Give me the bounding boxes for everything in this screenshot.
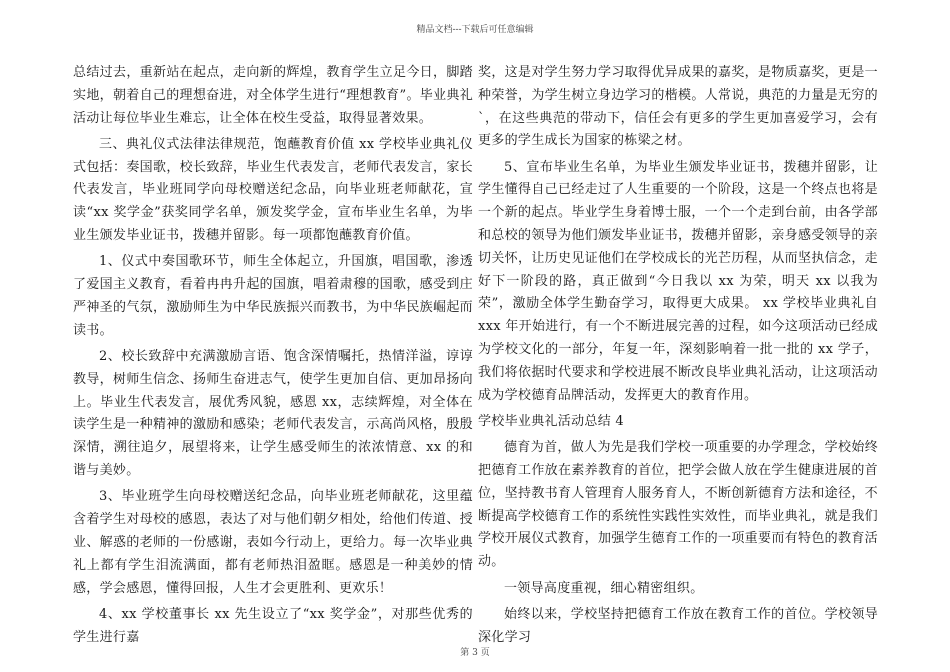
paragraph: 3、毕业班学生向母校赠送纪念品，向毕业班老师献花，这里蕴含着学生对母校的感恩，表达了对与他们朝夕相处，给他们传道、授业、解惑的老师的一份感谢，表如今行动上，更给力。每一次毕业典礼上都有学生泪流满面，都有老师热泪盈眶。感恩是一种美妙的情感，学会感恩，懂得回报，人生才会更胜利、更欢乐！ xyxy=(73,489,473,596)
paragraph: 1、仪式中奏国歌环节，师生全体起立，升国旗，唱国歌，渗透了爱国主义教育，看着冉冉升起的国旗，唱着肃穆的国歌，感受到庄严神圣的气氛，激励师生为中华民族振兴而教书，为中华民族崛起而读书。 xyxy=(73,254,473,338)
paragraph: 奖，这是对学生努力学习取得优异成果的嘉奖，是物质嘉奖，更是一种荣誉，为学生树立身边学习的楷模。人常说，典范的力量是无穷的`，在这些典范的带动下，信任会有更多的学生更加喜爱学习，会有更多的学生成长为国家的栋梁之材。 xyxy=(478,65,878,149)
paragraph: 5、宣布毕业生名单，为毕业生颁发毕业证书，拨穗并留影，让学生懂得自己已经走过了人生重要的一个阶段，这是一个终点也将是一个新的起点。毕业学生身着博士服，一个一个走到台前，由各学部和总校的领导为他们颁发毕业证书，拨穗并留影，亲身感受领导的亲切关怀，让历史见证他们在学校成长的光芒历程，从而坚执信念，走好下一阶段的路，真正做到“今日我以 xx 为荣，明天 xx 以我为荣”，激励全体学生勤奋学习，取得更大成果。 xx 学校毕业典礼自 xxx 年开始进行，有一个不断进展完善的过程，如今这项活动已经成为学校文化的一部分，年复一年，深刻影响着一批一批的 xx 学子，我们将依据时代要求和学校进展不断改良毕业典礼活动，让这项活动成为学校德育品牌活动，发挥更大的教育作用。 xyxy=(478,159,878,403)
paragraph: 德育为首，做人为先是我们学校一项重要的办学理念，学校始终把德育工作放在素养教育的首位，把学会做人放在学生健康进展的首位，坚持教书育人管理育人服务育人，不断创新德育方法和途径，不断提高学校德育工作的系统性实践性实效性，而毕业典礼，就是我们学校开展仪式教育，加强学生德育工作的一项重要而有特色的教育活动。 xyxy=(478,440,878,570)
left-column xyxy=(73,62,473,653)
page-header: 精品文档---下载后可任意编辑 xyxy=(416,25,534,35)
page-number: 第 3 页 xyxy=(460,648,490,658)
paragraph: 2、校长致辞中充满激励言语、饱含深情嘱托，热情洋溢，谆谆教导，树师生信念、扬师生奋进志气，使学生更加自信、更加昂扬向上。毕业生代表发言，展优秀风貌，感恩 xx，志续辉煌，对全体在读学生是一种精神的激励和感染；老师代表发言，示高尚风格，殷殷深情，溯往追夕，展望将来，让学生感受师生的浓浓情意、xx 的和谐与美妙。 xyxy=(73,349,473,479)
paragraph: 三、典礼仪式法律法律规范，饱蘸教育价值 xx 学校毕业典礼仪式包括：奏国歌，校长致辞，毕业生代表发言，老师代表发言，家长代表发言，毕业班同学向母校赠送纪念品，向毕业班老师献花，宣读“xx 奖学金”获奖同学名单，颁发奖学金，宣布毕业生名单，为毕业生颁发毕业证书，拨穗并留影。每一项都饱蘸教育价值。 xyxy=(73,136,473,244)
section-heading: 学校毕业典礼活动总结 4 xyxy=(478,413,625,429)
paragraph: 始终以来，学校坚持把德育工作放在教育工作的首位。学校领导深化学习 xyxy=(478,606,878,645)
right-column xyxy=(478,62,878,653)
paragraph: 一领导高度重视，细心精密组织。 xyxy=(504,580,704,596)
paragraph: 总结过去，重新站在起点，走向新的辉煌，教育学生立足今日，脚踏实地，朝着自己的理想奋进，对全体学生进行“理想教育”。毕业典礼活动让每位毕业生难忘，让全体在校生受益，取得显著效果。 xyxy=(73,65,473,126)
paragraph: 4、xx 学校董事长 xx 先生设立了“xx 奖学金”，对那些优秀的学生进行嘉 xyxy=(73,606,473,645)
